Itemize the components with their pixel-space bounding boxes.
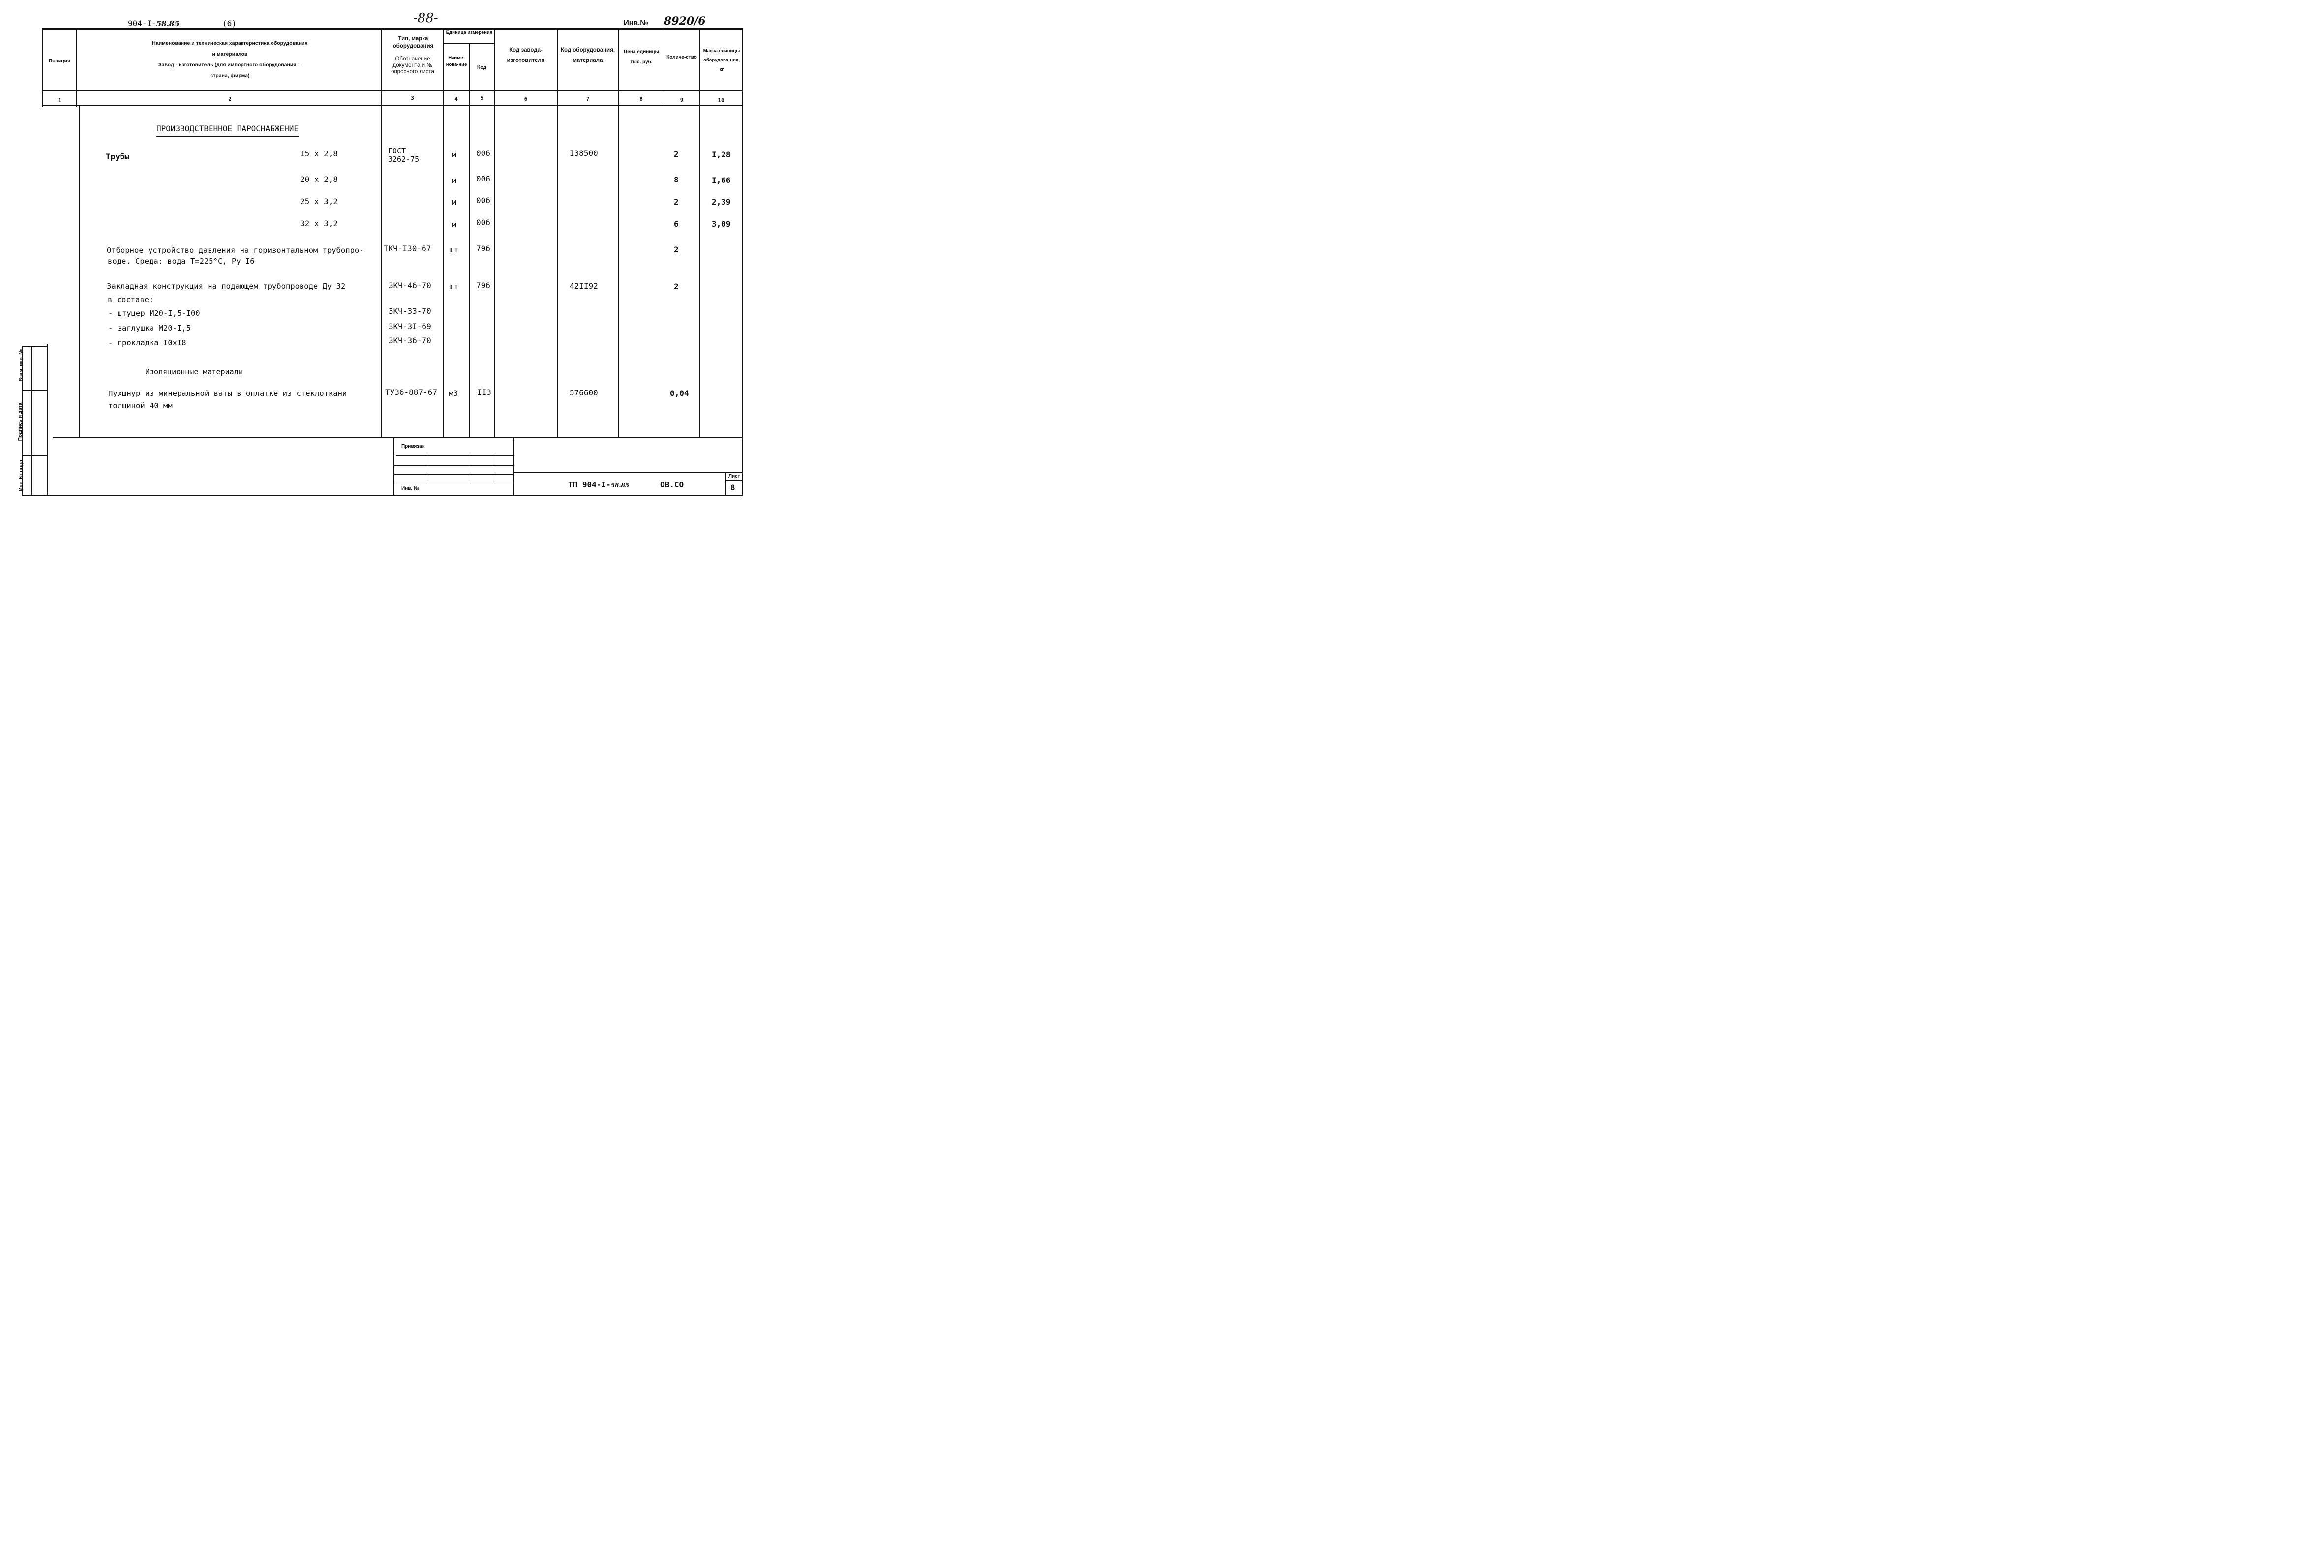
col-number-9: 9 bbox=[680, 97, 684, 103]
pipe-quantity: 2 bbox=[674, 150, 679, 159]
pipe-material-code: I38500 bbox=[570, 149, 598, 158]
pipe-size: 32 x 3,2 bbox=[300, 219, 338, 228]
pipe-unit: м bbox=[452, 176, 456, 185]
pipe-size: 20 x 2,8 bbox=[300, 175, 338, 184]
sub-item-doc: ЗКЧ-33-70 bbox=[389, 306, 431, 316]
embed-material-code: 42II92 bbox=[570, 281, 598, 291]
page-number: -88- bbox=[413, 11, 438, 26]
col-header-quantity: Количе-ство bbox=[666, 55, 697, 60]
title-block-divider bbox=[513, 472, 743, 473]
col-header-mass: Масса единицы оборудова-ния, кг bbox=[703, 48, 740, 72]
selector-doc: ТКЧ-I30-67 bbox=[384, 244, 431, 253]
footer-top-border bbox=[53, 437, 743, 438]
col-header-unit-group: Единица измерения bbox=[446, 30, 493, 35]
col-header-price: Цена единицы тыс. руб. bbox=[623, 49, 660, 65]
side-stamp-divider bbox=[31, 346, 32, 496]
inventory-label: Инв.№ bbox=[624, 19, 648, 27]
col-border-10 bbox=[742, 28, 743, 438]
sub-item-doc: ЗКЧ-36-70 bbox=[389, 336, 431, 345]
embed-unit-code: 796 bbox=[476, 281, 490, 290]
pipes-label: Трубы bbox=[106, 152, 130, 161]
side-stamp-original-inv: Инв. № подл. bbox=[18, 458, 24, 491]
side-stamp-replace-inv: Взам. инв. № bbox=[18, 349, 24, 382]
document-code-handwritten: 58.85 bbox=[156, 19, 180, 28]
pipe-quantity: 2 bbox=[674, 197, 679, 207]
cord-doc: ТУ36-887-67 bbox=[385, 388, 437, 397]
pipe-unit: м bbox=[452, 150, 456, 159]
section-title-underline bbox=[156, 136, 299, 137]
footer-bottom-border bbox=[22, 495, 743, 496]
pipe-mass: I,28 bbox=[712, 150, 731, 159]
pipe-size: I5 x 2,8 bbox=[300, 149, 338, 158]
gost-number: 3262-75 bbox=[388, 155, 420, 164]
binding-box-right bbox=[513, 437, 514, 495]
document-code-printed: 904-I- bbox=[128, 19, 156, 28]
col-border-6 bbox=[557, 28, 558, 438]
section-title: ПРОИЗВОДСТВЕННОЕ ПАРОСНАБЖЕНИЕ bbox=[156, 124, 299, 133]
embed-description-line1: Закладная конструкция на подающем трубопроводе Ду 32 bbox=[107, 282, 346, 291]
col-header-unit-name: Наиме-нова-ние bbox=[446, 55, 467, 67]
sub-item: - заглушка М20-I,5 bbox=[108, 324, 191, 332]
document-code bbox=[128, 19, 180, 28]
gost-label: ГОСТ bbox=[388, 147, 406, 155]
col-number-3: 3 bbox=[411, 95, 414, 101]
col-border-2 bbox=[381, 28, 382, 438]
embed-doc: ЗКЧ-46-70 bbox=[389, 281, 431, 290]
side-stamp-row bbox=[22, 455, 48, 456]
sub-item-doc: ЗКЧ-3I-69 bbox=[389, 322, 431, 331]
binding-box-left bbox=[393, 438, 394, 495]
pipe-unit-code: 006 bbox=[476, 149, 490, 158]
sheet-cell-left bbox=[725, 473, 726, 495]
col-border-3 bbox=[443, 28, 444, 438]
pipe-quantity: 8 bbox=[674, 175, 679, 184]
col-border-4 bbox=[469, 43, 470, 438]
cord-unit-code: II3 bbox=[477, 388, 491, 397]
pipe-unit: м bbox=[452, 197, 456, 207]
sheet-cell-divider bbox=[725, 480, 743, 481]
col-header-material-code: Код оборудования, материала bbox=[560, 47, 615, 63]
col-number-1: 1 bbox=[58, 97, 61, 104]
cord-description-line2: толщиной 40 мм bbox=[108, 401, 173, 410]
unit-group-divider bbox=[443, 43, 494, 44]
col-header-plant-code: Код завода-изготовителя bbox=[507, 47, 545, 63]
embed-quantity: 2 bbox=[674, 282, 679, 291]
sheet-parenthesis: (6) bbox=[222, 19, 237, 28]
selector-unit: шт bbox=[449, 245, 459, 254]
insulation-title: Изоляционные материалы bbox=[145, 367, 243, 376]
pipe-mass: 3,09 bbox=[712, 219, 731, 229]
footer-doc-ref bbox=[568, 480, 629, 489]
pipe-mass: 2,39 bbox=[712, 197, 731, 207]
cord-description-line1: Пухшнур из минеральной ваты в оплатке из стеклоткани bbox=[108, 389, 347, 398]
side-stamp-top bbox=[22, 346, 48, 347]
col-number-10: 10 bbox=[718, 97, 724, 104]
col-border-0 bbox=[42, 28, 43, 107]
sub-item: - прокладка I0xI8 bbox=[108, 338, 186, 347]
col-header-name-line3: Завод - изготовитель (для импортного оборудования— bbox=[158, 62, 302, 68]
pipe-unit-code: 006 bbox=[476, 218, 490, 227]
col-border-7 bbox=[618, 28, 619, 438]
table-top-border bbox=[42, 28, 743, 30]
cord-material-code: 576600 bbox=[570, 388, 598, 397]
col-header-position: Позиция bbox=[48, 58, 71, 64]
col-header-name-line4: страна, фирма) bbox=[210, 73, 250, 79]
pipe-mass: I,66 bbox=[712, 176, 731, 185]
side-stamp-row bbox=[22, 390, 48, 391]
cord-quantity: 0,04 bbox=[670, 389, 689, 398]
col-number-7: 7 bbox=[586, 96, 590, 102]
col-number-5: 5 bbox=[480, 95, 483, 101]
pipe-unit-code: 006 bbox=[476, 196, 490, 205]
selector-unit-code: 796 bbox=[476, 244, 490, 253]
pipe-size: 25 x 3,2 bbox=[300, 197, 338, 206]
inventory-number: 8920/6 bbox=[664, 15, 706, 28]
col-header-name-line2: и материалов bbox=[212, 51, 248, 57]
pipe-unit: м bbox=[452, 220, 456, 229]
inv-no-label: Инв. № bbox=[401, 486, 420, 491]
bound-label: Привязан bbox=[401, 444, 425, 449]
sheet-number: 8 bbox=[730, 483, 735, 492]
embed-unit: шт bbox=[449, 282, 459, 291]
col-header-doc: Обозначение документа и № опросного листа bbox=[391, 56, 434, 75]
col-header-unit-code: Код bbox=[477, 64, 487, 70]
sheet-label: Лист bbox=[728, 474, 740, 479]
footer-doc-suffix: ОВ.СО bbox=[660, 480, 684, 489]
footer-doc-ref-printed: ТП 904-I- bbox=[568, 480, 611, 489]
selector-quantity: 2 bbox=[674, 245, 679, 254]
cord-unit: м3 bbox=[449, 389, 458, 398]
right-frame-border bbox=[742, 437, 743, 496]
sub-item: - штуцер М20-I,5-I00 bbox=[108, 309, 200, 318]
col-border-1 bbox=[76, 28, 77, 107]
pipe-quantity: 6 bbox=[674, 219, 679, 229]
col-header-name-line1: Наименование и техническая характеристика оборудования bbox=[152, 40, 308, 46]
side-stamp-signature-date: Подпись и дата bbox=[18, 402, 24, 441]
col-number-4: 4 bbox=[454, 96, 458, 102]
col-border-1-body bbox=[79, 106, 80, 438]
embed-description-line2: в составе: bbox=[108, 295, 154, 304]
header-bottom-border bbox=[42, 90, 743, 91]
selector-description-line1: Отборное устройство давления на горизонтальном трубопро- bbox=[107, 246, 364, 255]
col-border-9 bbox=[699, 28, 700, 438]
footer-doc-ref-handwritten: 58.85 bbox=[610, 482, 630, 489]
col-border-5 bbox=[494, 28, 495, 438]
binding-box-row bbox=[396, 455, 513, 456]
number-row-border bbox=[42, 105, 743, 106]
pipe-unit-code: 006 bbox=[476, 174, 490, 183]
selector-description-line2: воде. Среда: вода Т=225°С, Ру I6 bbox=[108, 257, 255, 266]
col-number-8: 8 bbox=[639, 96, 643, 102]
left-frame-border bbox=[47, 344, 48, 496]
col-number-2: 2 bbox=[228, 96, 232, 102]
col-number-6: 6 bbox=[524, 96, 528, 102]
col-header-type: Тип, марка оборудования bbox=[392, 36, 434, 49]
